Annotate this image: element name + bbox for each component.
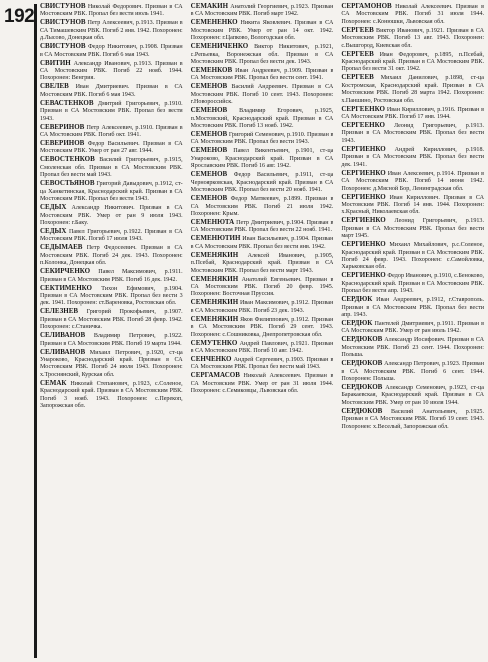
list-item	[191, 83, 334, 106]
entry-details: Александр Иванович, р.1913. Призван в СА Мостовским РВК. Погиб 22 нояб. 1944. Похоронен: Венгрия.	[40, 60, 183, 82]
entry-details: Дмитрий Григорьевич, р.1910. Призван в СА Мостовским РВК. Пропал без вести 1943.	[40, 100, 183, 122]
entry-details: Александр Семенович, р.1923, ст-ца Баракаевская, Краснодарский край. Призван в СА Мостовским РВК. Умер от ран 10 июля 1944.	[341, 385, 485, 406]
entry-details: Александр Петрович, р.1923. Призван в СА Мостовским РВК. Погиб 6 сент. 1944. Похоронен: Польша.	[341, 361, 485, 382]
entry-surname: СЕМАКИН	[190, 3, 229, 10]
entry-details: Владимир Егорович, р.1925, п.Мостовский, Краснодарский край. Призван в СА Мостовским РВК. Погиб 13 нояб. 1942.	[190, 108, 334, 130]
entry-surname: СЕДЫХ	[40, 203, 67, 212]
list-item	[341, 106, 484, 122]
entry-surname: СЕВОСТЬЯНОВ	[40, 179, 95, 188]
list-item	[341, 146, 484, 169]
entry-details: Петр Федосеевич. Призван в СА Мостовским РВК. Погиб 24 дек. 1943. Похоронен: п.Колонка, Донецкая обл.	[40, 245, 183, 267]
entry-surname: СЕРДЮКОВ	[341, 335, 383, 344]
entry-details: Николай Алексеевич. Призван в СА Мостовским РВК. Умер от ран 31 июля 1944. Похоронен: с.Семиковцы, Львовская обл.	[190, 373, 334, 395]
entry-surname: СЕМЕНЯКИН	[190, 314, 239, 323]
list-item	[40, 204, 183, 227]
list-item	[191, 107, 334, 130]
entry-details: Иван Федорович, р.1895, п.Псебай, Краснодарский край. Призван в СА Мостовским РВК. Пропал без вести 31 окт. 1942.	[341, 51, 485, 73]
page-vertical-rule	[34, 4, 37, 658]
list-item	[40, 180, 183, 203]
entry-surname: СЕРГИЕНКО	[341, 192, 386, 201]
entry-details: Андрей Кириллович, р.1918. Призван в СА Мостовским РВК. Пропал без вести дек. 1941.	[341, 146, 485, 168]
list-item	[191, 235, 334, 251]
entry-details: Леонид Григорьевич, р.1913. Призван в СА Мостовским РВК. Пропал без вести март 1945.	[341, 218, 485, 240]
entry-surname: СЕКТИМЕНКО	[40, 283, 92, 292]
entry-details: Федор Васильевич, р.1911, ст-ца Черноярковская, Краснодарский край. Призван в СА Мостовским РВК. Пропал без вести 20 нояб. 1941.	[190, 172, 334, 194]
entry-surname: СЕМЕНИЧЕНКО	[190, 42, 249, 51]
entry-surname: СЕМЕНЯКИН	[190, 298, 239, 307]
list-item	[191, 252, 334, 275]
list-item	[40, 83, 183, 99]
entry-surname: СЕМЕНЮТА	[190, 217, 235, 226]
entry-details: Иван Дмитриевич. Призван в СА Мостовским РВК. Погиб 6 мая 1943.	[40, 84, 183, 98]
entry-surname: СВЕЛЕВ	[40, 82, 69, 91]
entry-surname: СЕМЕНОВ	[190, 82, 228, 91]
entry-surname: СЕДЫХ	[40, 226, 67, 235]
entry-details: Анатолий Евгеньевич. Призван в СА Мостовским РВК. Погиб 20 февр. 1945. Похоронен: Восточная Пруссия.	[190, 276, 334, 298]
entry-details: Петр Алексеевич, р.1910. Призван в СА Мостовским РВК. Погиб окт. 1941.	[40, 124, 183, 139]
list-item	[40, 3, 183, 19]
entry-details: Александр Никитович. Призван в СА Мостовским РВК. Умер от ран 9 июля 1943. Похоронен: г.Баку.	[40, 205, 183, 226]
entry-details: Иван Андреевич, р.1912, г.Ставрополь. Призван в СА Мостовским РВК. Пропал без вести апр. 1943.	[341, 297, 485, 318]
list-item	[341, 296, 484, 319]
list-item	[341, 27, 484, 50]
list-item	[40, 156, 183, 179]
entry-surname: СВИСТУНОВ	[40, 18, 86, 27]
entry-surname: СЕМЕНЯКИН	[190, 250, 239, 259]
entry-surname: СЕКИРЧЕНКО	[40, 267, 91, 276]
entry-details: Пантелей Дмитриевич, р.1911. Призван в СА Мостовским РВК. Умер от ран июль 1942.	[341, 320, 485, 335]
entry-surname: СЕМЕНЯКИН	[190, 274, 239, 283]
page-number: 192	[4, 6, 35, 27]
entry-surname: СЕРГЕЕНКО	[341, 121, 385, 130]
list-item	[191, 372, 334, 395]
list-item	[191, 3, 334, 19]
entry-surname: СЕВАСТЕНКОВ	[40, 98, 94, 107]
entry-details: Василий Анатольевич, р.1925. Призван в СА Мостовским РВК. Погиб 19 сент. 1943. Похоронен: х.Веселый, Запорожская обл.	[341, 408, 485, 430]
list-item	[341, 170, 484, 193]
entry-surname: СЕРДЮК	[341, 318, 373, 327]
entry-surname: СЕЛЕЗНЕВ	[40, 307, 79, 316]
entry-surname: СВИТИН	[40, 58, 71, 67]
entry-surname: СЕРГАМОНОВ	[341, 3, 392, 10]
column-1	[40, 3, 183, 658]
entry-details: Иван Васильевич, р.1904. Призван в СА Мостовским РВК. Пропал без вести янв. 1942.	[190, 236, 334, 250]
list-item	[40, 244, 183, 267]
entry-details: Василий Григорьевич, р.1915, Смоленская обл. Призван в СА Мостовским РВК. Пропал без вести май 1943.	[40, 157, 183, 179]
list-item	[40, 380, 183, 411]
entry-details: Петр Алексеевич, р.1913. Призван в СА Тимашевским РВК. Погиб 2 янв. 1942. Похоронен: д.Лысово, Донецкая обл.	[40, 20, 183, 42]
entry-surname: СЕРГИЕНКО	[341, 144, 386, 153]
list-item	[40, 140, 183, 156]
entry-surname: СЕМЕНОВ	[190, 146, 228, 155]
list-item	[40, 285, 183, 308]
entry-surname: СЕНЧЕНКО	[190, 354, 232, 363]
entry-details: Яков Филиппович, р.1912. Призван в СА Мостовским РВК. Погиб 29 сент. 1943. Похоронен: с.Сошниковка, Днепропетровская обл.	[190, 316, 334, 338]
entry-details: Федор Васильевич. Призван в СА Мостовским РВК. Умер от ран 27 авг. 1944.	[40, 141, 183, 155]
entry-surname: СЕРГЕЕНКО	[341, 104, 385, 113]
entry-details: Павел Максимович, р.1911. Призван в СА Мостовским РВК. Погиб 16 дек. 1942.	[40, 269, 183, 283]
entry-surname: СЕВЕРИНОВ	[40, 139, 85, 148]
entry-surname: СЕРДЮКОВ	[341, 359, 383, 368]
list-item	[341, 408, 484, 431]
list-item	[341, 241, 484, 272]
entry-details: Федор Никитович, р.1908. Призван в СА Мостовским РВК. Погиб 6 мая 1943.	[40, 44, 183, 58]
entry-surname: СЕРГИЕНКО	[341, 240, 386, 249]
entry-details: Андрей Павлович, р.1921. Призван в СА Мостовским РВК. Погиб 10 авг. 1942.	[190, 340, 334, 354]
list-item	[191, 195, 334, 218]
entry-details: Анатолий Георгиевич, р.1923. Призван в СА Мостовским РВК. Погиб март 1942.	[190, 4, 334, 18]
list-item	[40, 332, 183, 348]
entry-details: Иван Алексеевич, р.1914. Призван в СА Мостовским РВК. Погиб 14 июня 1942. Похоронен: д.Мясной Бор, Ленинградская обл.	[341, 170, 485, 192]
entry-details: Николай Алексеевич. Призван в СА Мостовским РВК. Погиб 31 июля 1944. Похоронен: с.Конюшки, Львовская обл.	[341, 4, 485, 25]
entry-surname: СЕМЕНОВ	[190, 106, 228, 115]
entry-surname: СЕМАК	[40, 378, 67, 387]
entry-surname: СЕВОСТЕНКОВ	[40, 155, 95, 164]
entry-details: Александр Иосифович. Призван в СА Мостовским РВК. Погиб 23 сент. 1944. Похоронен: Польша.	[341, 337, 485, 359]
entry-surname: СВИСТУНОВ	[40, 3, 86, 10]
entry-details: Григорий Семенович, р.1910. Призван в СА Мостовским РВК. Пропал без вести 1943.	[190, 132, 334, 146]
list-item	[191, 67, 334, 83]
list-item	[191, 340, 334, 356]
list-item	[341, 336, 484, 359]
entry-surname: СЕРДЮКОВ	[341, 406, 383, 415]
list-item	[191, 316, 334, 339]
entry-details: Николай Федорович. Призван в СА Мостовским РВК. Пропал без вести июль 1941.	[40, 4, 183, 18]
entry-columns	[40, 3, 484, 658]
list-item	[40, 60, 183, 83]
list-item	[341, 74, 484, 105]
entry-details: Павел Викентьевич, р.1901, ст-ца Унароково, Краснодарский край. Призван в СА Ярославским РВК. Погиб 16 авг. 1942.	[190, 148, 334, 170]
list-item	[341, 272, 484, 295]
entry-surname: СЕРГЕЕВ	[341, 25, 374, 34]
entry-surname: СЕВЕРИНОВ	[40, 122, 85, 131]
entry-details: Федор Иванович, р.1910, с.Беноково, Краснодарский край. Призван в СА Мостовским РВК. Пропал без вести апр. 1943.	[341, 273, 485, 295]
entry-details: Николай Степанович, р.1923, с.Соленое, Краснодарский край. Призван в СА Мостовским РВК. Погиб 3 нояб. 1943. Похоронен: с.Перекоп, Запорожская обл.	[40, 380, 183, 409]
list-item	[40, 308, 183, 331]
entry-details: Петр Дмитриевич, р.1904. Призван в СА Мостовским РВК. Пропал без вести 22 нояб. 1941.	[190, 219, 334, 234]
entry-surname: СЕРГИЕНКО	[341, 216, 386, 225]
list-item	[341, 360, 484, 383]
list-item	[341, 384, 484, 407]
list-item	[191, 19, 334, 42]
entry-surname: СЕЛИВАНОВ	[40, 331, 86, 340]
entry-surname: СЕРГИЕНКО	[341, 271, 386, 280]
entry-surname: СЕМЕНЮТИН	[190, 234, 241, 243]
entry-details: Григорий Прокофьевич, р.1907. Призван в СА Мостовским РВК. Погиб 28 февр. 1942. Похоронен: с.Станичка.	[40, 309, 183, 331]
entry-details: Андрей Сергеевич, р.1903. Призван в СА Мостовским РВК. Пропал без вести май 1943.	[190, 356, 334, 371]
entry-details: Иван Кириллович, р.1916. Призван в СА Мостовским РВК. Погиб 17 янв. 1944.	[341, 106, 484, 121]
list-item	[191, 276, 334, 299]
entry-surname: СЕМЕНЕНКО	[190, 18, 238, 27]
entry-details: Василий Андреевич. Призван в СА Мостовским РВК. Погиб 10 сент. 1943. Похоронен: г.Новороссийск.	[190, 84, 334, 106]
entry-surname: СЕМЕНОВ	[190, 194, 228, 203]
entry-surname: СЕМЕНОВ	[190, 130, 228, 139]
entry-details: Григорий Давыдович, р.1912, ст-ца Ханкетинская, Краснодарский край. Призван в СА Мостовским РВК. Пропал без вести 1943.	[40, 181, 183, 203]
list-item	[40, 228, 183, 244]
list-item	[40, 19, 183, 42]
entry-surname: СЕРГИЕНКО	[341, 168, 386, 177]
entry-details: Иван Андреевич, р.1909. Призван в СА Мостовским РВК. Пропал без вести сент. 1941.	[190, 68, 334, 82]
entry-surname: СЕРГЕЕВ	[341, 49, 374, 58]
list-item	[191, 43, 334, 66]
entry-surname: СЕРГАМАСОВ	[190, 371, 240, 380]
entry-details: Иван Максимович, р.1912. Призван в СА Мостовским РВК. Погиб 23 дек. 1943.	[190, 300, 334, 314]
entry-surname: СЕМЕНОВ	[190, 170, 228, 179]
list-item	[40, 100, 183, 123]
entry-surname: СЕРДЮКОВ	[341, 383, 383, 391]
entry-surname: СВИСТУНОВ	[40, 42, 86, 51]
entry-details: Владимир Петрович, р.1922. Призван в СА Мостовским РВК. Погиб 19 марта 1944.	[40, 333, 183, 347]
list-item	[341, 194, 484, 217]
entry-details: Михаил Данилович, р.1898, ст-ца Костромская, Краснодарский край. Призван в СА Мостовским РВК. Погиб 28 марта 1942. Похоронен: х.Паншино, Ростовская обл.	[341, 75, 485, 104]
entry-details: Михаил Михайлович, р.с.Соленое, Краснодарский край. Призван в СА Мостовским РВК. Погиб 24 февр. 1943. Похоронен: с.Самойловка, Харьковская обл.	[341, 242, 485, 271]
entry-surname: СЕРДЮК	[341, 295, 373, 304]
list-item	[341, 122, 484, 145]
entry-details: Иван Кириллович. Призван в СА Мостовским РВК. Погиб 14 янв. 1944. Похоронен: х.Красный, Николаевская обл.	[341, 194, 485, 216]
list-item	[341, 320, 484, 336]
entry-details: Виктор Никитович, р.1921, с.Репьевка, Воронежская обл. Призван в СА Мостовским РВК. Пропал без вести дек. 1943.	[190, 44, 334, 66]
entry-details: Тихон Ефимович, р.1904. Призван в СА Мостовским РВК. Пропал без вести 3 дек. 1941. Похоронен: ст.Вареновка, Ростовская обл.	[40, 285, 183, 307]
column-2	[191, 3, 334, 658]
list-item	[40, 124, 183, 140]
list-item	[341, 217, 484, 240]
entry-surname: СЕЛИВАНОВ	[40, 347, 86, 356]
list-item	[191, 299, 334, 315]
entry-surname: СЕДЫМАЕВ	[40, 243, 83, 252]
column-3	[341, 3, 484, 658]
entry-surname: СЕМЕНКОВ	[190, 66, 233, 75]
list-item	[191, 131, 334, 147]
entry-surname: СЕМУТЕНКО	[190, 338, 238, 347]
list-item	[191, 219, 334, 235]
entry-surname: СЕРГЕЕВ	[341, 73, 374, 82]
entry-details: Леонид Григорьевич, р.1913. Призван в СА Мостовским РВК. Пропал без вести 1943.	[341, 123, 485, 144]
entry-details: Федор Матвеевич, р.1899. Призван в СА Мостовским РВК. Погиб 21 июля 1942. Похоронен: Крым.	[190, 196, 334, 217]
list-item	[191, 147, 334, 170]
entry-details: Павел Григорьевич, р.1922. Призван в СА Мостовским РВК. Погиб 17 июля 1943.	[40, 228, 183, 243]
list-item	[40, 349, 183, 380]
list-item	[341, 3, 484, 26]
list-item	[40, 268, 183, 284]
list-item	[341, 51, 484, 74]
entry-details: Михаил Петрович, р.1920, ст-ца Унароково, Краснодарский край. Призван в СА Мостовским РВК. Погиб 24 июля 1943. Похоронен: х.Троснянский, Курская обл.	[40, 349, 183, 378]
list-item	[191, 171, 334, 194]
entry-details: Виктор Иванович, р.1921. Призван в СА Мостовским РВК. Погиб 13 авг. 1943. Похоронен: с.Вышгород, Киевская обл.	[341, 27, 485, 49]
list-item	[40, 43, 183, 59]
list-item	[191, 356, 334, 372]
entry-details: Никита Яковлевич. Призван в СА Мостовским РВК. Умер от ран 14 окт. 1942. Похоронен: г.Цапково, Вологодская обл.	[190, 20, 334, 42]
entry-details: Алексей Иванович, р.1905, п.Псебай, Краснодарский край. Призван в СА Мостовским РВК. Пропал без вести март 1943.	[190, 252, 334, 274]
